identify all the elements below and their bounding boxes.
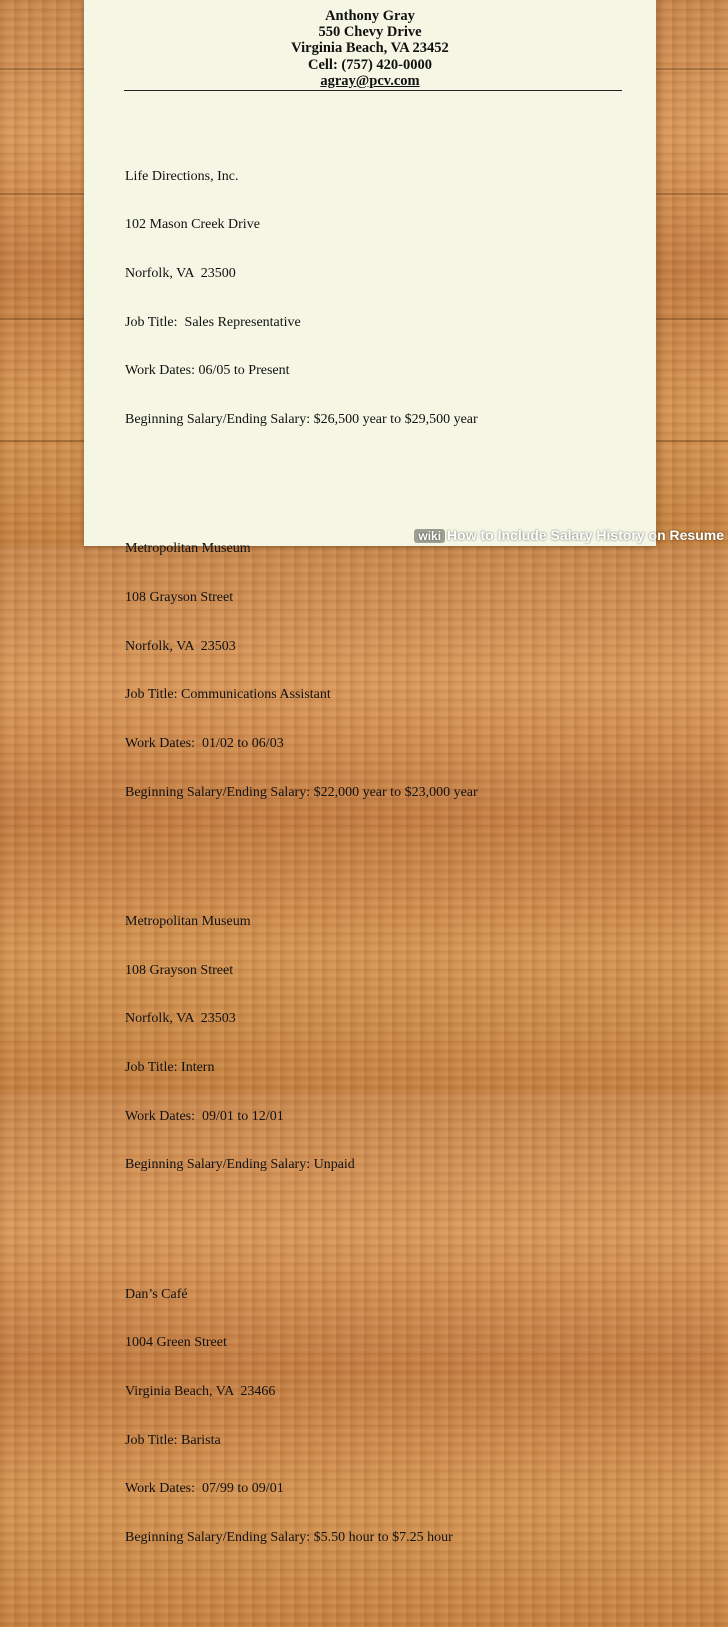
salary-history-list xyxy=(125,104,478,1627)
work-dates: Work Dates: 09/01 to 12/01 xyxy=(125,1108,284,1124)
salary-range: Beginning Salary/Ending Salary: Unpaid xyxy=(125,1157,355,1173)
company-name: Metropolitan Museum xyxy=(125,541,251,557)
salary-range: Beginning Salary/Ending Salary: $26,500 year to $29,500 year xyxy=(125,411,478,427)
work-dates: Work Dates: 06/05 to Present xyxy=(125,363,290,379)
work-dates: Work Dates: 07/99 to 09/01 xyxy=(125,1481,284,1497)
employment-entry xyxy=(125,509,478,833)
employment-entry xyxy=(125,136,478,460)
salary-range: Beginning Salary/Ending Salary: $22,000 year to $23,000 year xyxy=(125,784,478,800)
applicant-name: Anthony Gray xyxy=(325,8,415,24)
watermark xyxy=(414,527,724,543)
company-street: 108 Grayson Street xyxy=(125,590,234,606)
resume-page xyxy=(84,0,656,1545)
company-name: Metropolitan Museum xyxy=(125,914,251,930)
company-street: 102 Mason Creek Drive xyxy=(125,217,260,233)
job-title: Job Title: Barista xyxy=(125,1432,221,1448)
job-title: Job Title: Communications Assistant xyxy=(125,687,331,703)
job-title: Job Title: Intern xyxy=(125,1059,215,1075)
company-name: Dan’s Café xyxy=(125,1286,188,1302)
company-city: Norfolk, VA 23503 xyxy=(125,638,236,654)
company-city: Virginia Beach, VA 23466 xyxy=(125,1384,276,1399)
work-dates: Work Dates: 01/02 to 06/03 xyxy=(125,735,284,751)
watermark-caption: How to Include Salary History on Resume xyxy=(447,527,724,543)
applicant-phone: Cell: (757) 420-0000 xyxy=(307,56,433,73)
watermark-logo: wiki xyxy=(414,529,445,543)
applicant-address: 550 Chevy Drive xyxy=(318,24,422,41)
applicant-city: Virginia Beach, VA 23452 xyxy=(291,40,449,57)
company-street: 1004 Green Street xyxy=(125,1335,227,1351)
company-city: Norfolk, VA 23500 xyxy=(125,266,236,282)
company-city: Norfolk, VA 23503 xyxy=(125,1011,236,1027)
applicant-email: agray@pcv.com xyxy=(320,72,420,89)
salary-range: Beginning Salary/Ending Salary: $5.50 hour to $7.25 hour xyxy=(125,1529,453,1545)
employment-entry xyxy=(125,882,478,1206)
company-street: 108 Grayson Street xyxy=(125,962,234,978)
header-divider xyxy=(124,90,622,91)
contact-header xyxy=(84,8,656,89)
job-title: Job Title: Sales Representative xyxy=(125,314,301,330)
employment-entry xyxy=(125,1254,478,1578)
company-name: Life Directions, Inc. xyxy=(125,168,239,184)
